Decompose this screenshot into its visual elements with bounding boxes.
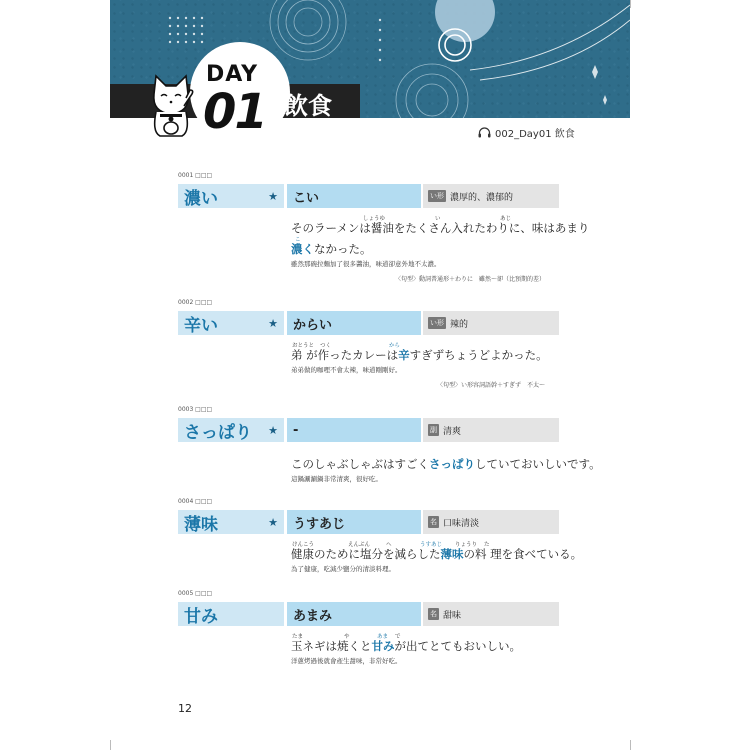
- crop-mark: [630, 0, 631, 8]
- translation: 洋蔥烤過後就會產生甜味，非常好吃。: [291, 657, 402, 665]
- furigana: おとうと: [292, 343, 315, 349]
- sentence-text: 健康のために塩分を減らした: [291, 547, 441, 561]
- crop-mark: [110, 740, 111, 750]
- audio-track[interactable]: [478, 125, 575, 140]
- vocab-word: 濃い: [184, 188, 218, 209]
- sentence-text: していておいしいです。: [475, 457, 601, 471]
- reading-cell: あまみ: [287, 602, 421, 626]
- furigana: や: [344, 634, 350, 640]
- reading-cell: -: [287, 418, 421, 442]
- meaning-text: 辣的: [450, 319, 469, 330]
- word-cell: [178, 602, 284, 626]
- word-cell: [178, 311, 284, 335]
- sentence-text: すぎずちょうどよかった。: [409, 348, 548, 362]
- day-number: 01: [203, 84, 266, 140]
- furigana: つく: [320, 343, 332, 349]
- part-of-speech-badge: 名: [430, 518, 437, 526]
- star-icon: ★: [268, 189, 278, 203]
- reading-cell: こい: [287, 184, 421, 208]
- furigana: へ: [386, 542, 392, 548]
- sentence-text: なかった。: [314, 242, 372, 256]
- example-sentence: [291, 456, 601, 472]
- sentence-text: 玉ネギは焼くと: [291, 639, 372, 653]
- part-of-speech-badge: 副: [430, 426, 437, 434]
- furigana: あじ: [500, 216, 512, 222]
- vocab-word: 辛い: [184, 315, 218, 336]
- day-label: DAY: [206, 62, 259, 87]
- example-sentence: そのラーメンは醤油をたくさん入れたわりに、味はあまり: [291, 221, 590, 235]
- word-cell: [178, 184, 284, 208]
- crop-mark: [630, 740, 631, 750]
- chapter-topic: 飲食: [284, 92, 332, 120]
- reading-cell: からい: [287, 311, 421, 335]
- furigana: い: [435, 216, 441, 222]
- furigana: たま: [292, 634, 304, 640]
- entry-id: 0004 □□□: [178, 498, 213, 505]
- sentence-text: 弟 が作ったカレーは: [291, 348, 399, 362]
- grammar-note: 〈句型〉い形容詞語幹＋すぎず 不太～: [437, 382, 546, 389]
- headphones-icon: [478, 127, 491, 138]
- lucky-cat-icon: [146, 72, 196, 138]
- highlighted-word: 甘み: [371, 639, 395, 653]
- entry-id: 0002 □□□: [178, 299, 213, 306]
- vocab-word: さっぱり: [184, 422, 252, 443]
- sentence-text: が出てとてもおいしい。: [394, 639, 521, 653]
- furigana: こ: [295, 237, 301, 243]
- meaning-cell: [423, 602, 559, 626]
- star-icon: ★: [268, 515, 278, 529]
- word-cell: [178, 418, 284, 442]
- example-sentence: [291, 347, 548, 363]
- translation: 為了健康，吃減少鹽分的清淡料理。: [291, 565, 395, 573]
- sentence-text: このしゃぶしゃぶはすごく: [291, 457, 429, 471]
- meaning-cell: [423, 418, 559, 442]
- furigana: けんこう: [292, 542, 315, 548]
- meaning-text: 口味清淡: [443, 518, 480, 529]
- meaning-text: 清爽: [443, 426, 462, 437]
- entry-id: 0005 □□□: [178, 590, 213, 597]
- furigana: から: [389, 343, 401, 349]
- translation: 弟弟做的咖哩不會太辣，味道剛剛好。: [291, 366, 402, 374]
- entry-id: 0001 □□□: [178, 172, 213, 179]
- part-of-speech-badge: 名: [430, 610, 437, 618]
- translation: 這鍋涮涮鍋非常清爽，很好吃。: [291, 475, 382, 483]
- star-icon: ★: [268, 423, 278, 437]
- meaning-cell: [423, 184, 559, 208]
- furigana: た: [484, 542, 490, 548]
- translation: 雖然那碗拉麵加了很多醬油，味道卻意外地不太濃。: [291, 260, 441, 268]
- highlighted-word: 薄味: [440, 547, 464, 561]
- vocab-word: 甘み: [184, 606, 218, 627]
- meaning-text: 濃厚的、濃郁的: [450, 192, 514, 203]
- highlighted-word: 濃く: [291, 242, 314, 256]
- vocab-word: 薄味: [184, 514, 218, 535]
- meaning-text: 甜味: [443, 610, 462, 621]
- furigana: うすあじ: [420, 542, 443, 548]
- audio-track-label: 002_Day01 飲食: [495, 129, 575, 140]
- sentence-text: の料 理を食べている。: [463, 547, 583, 561]
- furigana: あま: [377, 634, 389, 640]
- part-of-speech-badge: い形: [430, 192, 444, 200]
- reading-cell: うすあじ: [287, 510, 421, 534]
- meaning-cell: [423, 510, 559, 534]
- furigana: りょうり: [455, 542, 478, 548]
- furigana: で: [395, 634, 401, 640]
- page-number: 12: [178, 702, 192, 715]
- meaning-cell: [423, 311, 559, 335]
- star-icon: ★: [268, 316, 278, 330]
- furigana: えんぶん: [348, 542, 371, 548]
- highlighted-word: さっぱり: [429, 457, 475, 471]
- highlighted-word: 辛: [398, 348, 410, 362]
- entry-id: 0003 □□□: [178, 406, 213, 413]
- furigana: しょうゆ: [363, 216, 386, 222]
- grammar-note: 〈句型〉動詞普通形＋わりに 雖然～卻（比預期的差）: [395, 276, 546, 283]
- word-cell: [178, 510, 284, 534]
- part-of-speech-badge: い形: [430, 319, 444, 327]
- example-sentence: [291, 546, 582, 562]
- example-sentence: [291, 638, 521, 654]
- example-sentence-line2: [291, 241, 372, 257]
